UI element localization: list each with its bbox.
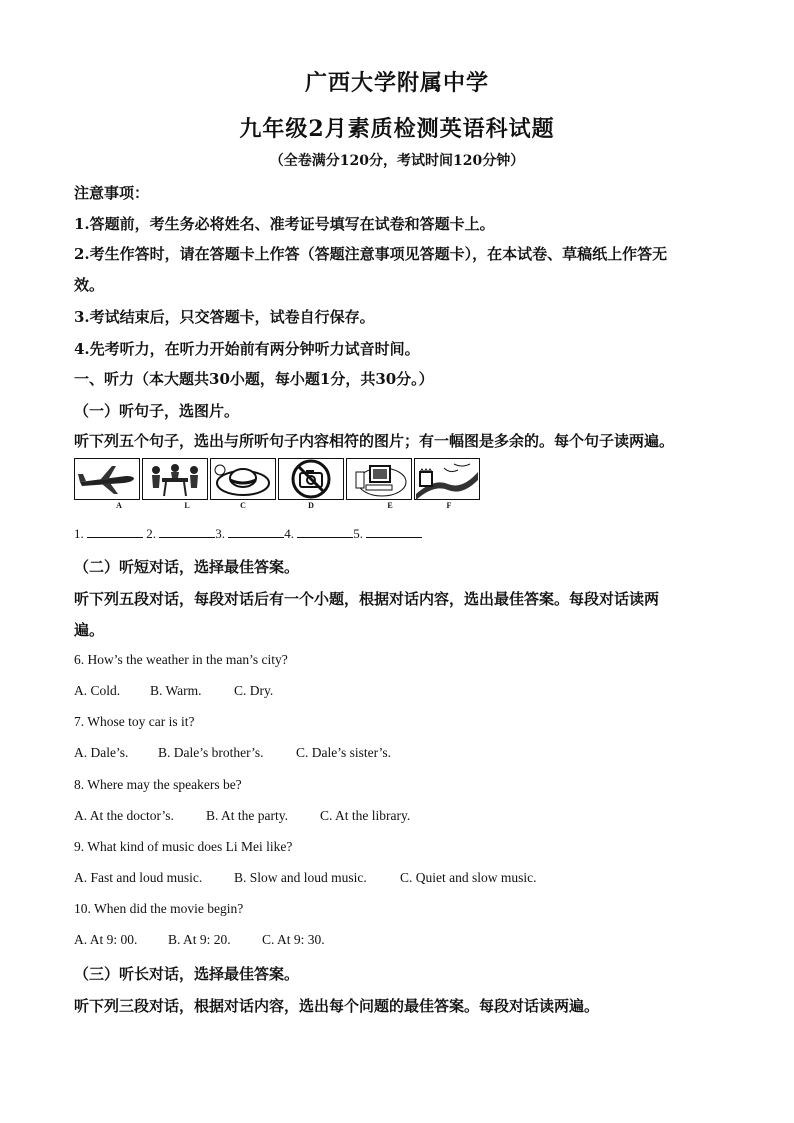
question-options xyxy=(74,932,325,948)
option-a[interactable]: A. Dale’s. xyxy=(74,745,129,760)
hat-icon xyxy=(210,458,276,500)
note-item: 1.答题前，考生务必将姓名、准考证号填写在试卷和答题卡上。 xyxy=(74,215,495,233)
great-wall-icon xyxy=(414,458,480,500)
option-a[interactable]: A. At 9: 00. xyxy=(74,932,138,947)
answer-blank[interactable] xyxy=(228,525,284,538)
notes-heading: 注意事项： xyxy=(74,184,150,202)
option-b[interactable]: B. Warm. xyxy=(150,683,202,698)
part1-heading: （一）听句子，选图片。 xyxy=(74,402,240,420)
option-b[interactable]: B. Slow and loud music. xyxy=(234,870,367,885)
blank-number: 2. xyxy=(146,526,156,541)
part3-instruction: 听下列三段对话，根据对话内容，选出每个问题的最佳答案。每段对话读两遍。 xyxy=(74,997,600,1015)
picture-label: D xyxy=(308,501,314,510)
question-text: 8. Where may the speakers be? xyxy=(74,777,242,792)
picture-options xyxy=(74,458,494,512)
picture-label: L xyxy=(184,501,190,510)
option-b[interactable]: B. Dale’s brother’s. xyxy=(158,745,264,760)
exam-title: 九年级2月素质检测英语科试题 xyxy=(239,116,555,142)
part2-instruction: 遍。 xyxy=(74,621,105,639)
picture-label: C xyxy=(240,501,246,510)
exam-info: （全卷满分120分，考试时间120分钟） xyxy=(269,153,525,169)
question-text: 7. Whose toy car is it? xyxy=(74,714,195,729)
answer-blank[interactable] xyxy=(297,525,353,538)
question-text: 9. What kind of music does Li Mei like? xyxy=(74,839,293,854)
people-at-table-icon xyxy=(142,458,208,500)
blank-number: 1. xyxy=(74,526,84,541)
part1-instruction: 听下列五个句子，选出与所听句子内容相符的图片；有一幅图是多余的。每个句子读两遍。 xyxy=(74,432,675,450)
question-options xyxy=(74,870,537,886)
option-c[interactable]: C. At the library. xyxy=(320,808,411,823)
option-a[interactable]: A. Fast and loud music. xyxy=(74,870,203,885)
option-a[interactable]: A. At the doctor’s. xyxy=(74,808,174,823)
option-a[interactable]: A. Cold. xyxy=(74,683,121,698)
picture-label: E xyxy=(387,501,393,510)
part3-heading: （三）听长对话，选择最佳答案。 xyxy=(74,965,300,983)
question-text: 10. When did the movie begin? xyxy=(74,901,244,916)
answer-blanks xyxy=(74,525,422,542)
option-c[interactable]: C. Dry. xyxy=(234,683,274,698)
option-c[interactable]: C. Quiet and slow music. xyxy=(400,870,537,885)
note-item: 4.先考听力，在听力开始前有两分钟听力试音时间。 xyxy=(74,340,420,358)
option-b[interactable]: B. At the party. xyxy=(206,808,288,823)
question-options xyxy=(74,683,273,699)
answer-blank[interactable] xyxy=(159,525,215,538)
option-b[interactable]: B. At 9: 20. xyxy=(168,932,231,947)
note-item: 3.考试结束后，只交答题卡，试卷自行保存。 xyxy=(74,308,375,326)
question-text: 6. How’s the weather in the man’s city? xyxy=(74,652,288,667)
picture-label: A xyxy=(116,501,122,510)
school-name: 广西大学附属中学 xyxy=(304,70,489,96)
picture-label: F xyxy=(446,501,452,510)
option-c[interactable]: C. Dale’s sister’s. xyxy=(296,745,391,760)
question-options xyxy=(74,745,391,761)
blank-number: 3. xyxy=(215,526,225,541)
section-heading: 一、听力（本大题共30小题，每小题1分，共30分。） xyxy=(74,370,434,388)
option-c[interactable]: C. At 9: 30. xyxy=(262,932,325,947)
note-item: 效。 xyxy=(74,276,105,294)
airplane-icon xyxy=(74,458,140,500)
answer-blank[interactable] xyxy=(87,525,143,538)
computer-icon xyxy=(346,458,412,500)
question-options xyxy=(74,808,410,824)
no-camera-icon xyxy=(278,458,344,500)
part2-instruction: 听下列五段对话，每段对话后有一个小题，根据对话内容，选出最佳答案。每段对话读两 xyxy=(74,590,660,608)
blank-number: 5. xyxy=(353,526,363,541)
note-item: 2.考生作答时，请在答题卡上作答（答题注意事项见答题卡），在本试卷、草稿纸上作答无 xyxy=(74,245,668,263)
part2-heading: （二）听短对话，选择最佳答案。 xyxy=(74,558,300,576)
answer-blank[interactable] xyxy=(366,525,422,538)
blank-number: 4. xyxy=(284,526,294,541)
